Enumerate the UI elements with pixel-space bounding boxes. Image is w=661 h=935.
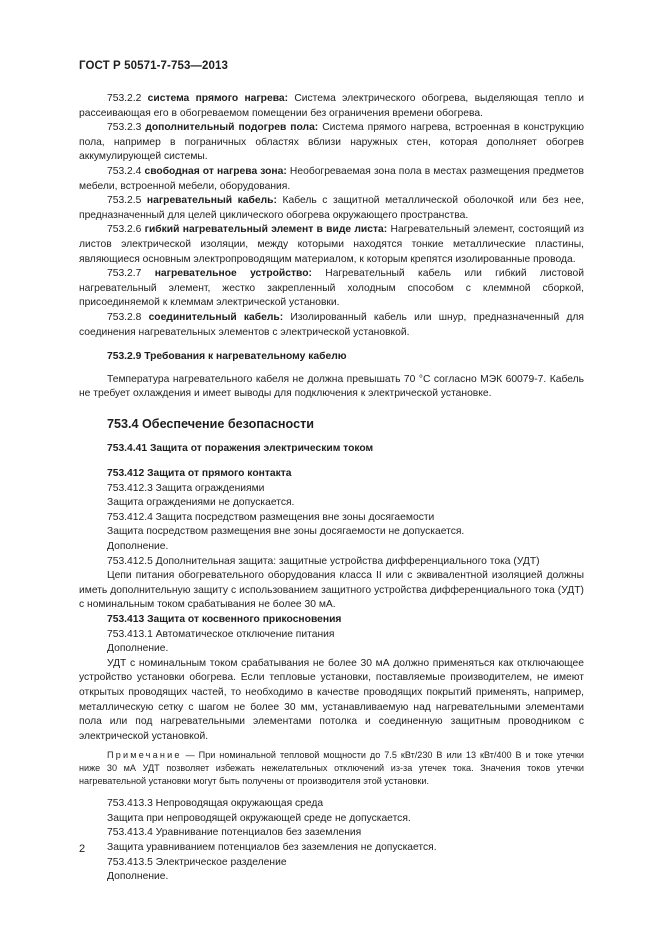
- item-753-413-3: 753.413.3 Непроводящая окружающая среда: [107, 798, 324, 810]
- definition-text: Необогреваемая зона пола в местах размещения предметов мебели, встроенной мебели, оборудования.: [79, 165, 584, 192]
- definition-number: 753.2.6: [107, 224, 142, 236]
- definition-term: свободная от нагрева зона:: [144, 165, 287, 177]
- definition-text: Кабель с защитной металлической оболочкой или без нее, предназначенный для целей циклического обогрева окружающего пространства.: [79, 195, 584, 221]
- section-heading-753-2-9: 753.2.9 Требования к нагревательному кабелю: [107, 351, 347, 363]
- definition-text: Нагревательный кабель или гибкий листовой нагревательный элемент, жестко закрепленный холодным способом с клеммной сборкой, присоединяемой к клеммам электрической установки.: [79, 268, 584, 309]
- paragraph-rcd-disconnect: УДТ с номинальным током срабатывания не более 30 мА должно применяться как отключающее устройство установки обогрева. Если тепловые установки, поставляемые производителем, не имеют открытых проводящих частей, то необходимо в качестве проводящих покрытий применять, например, металлическую сетку с шагом не более 30 мм, устанавливаемую над нагревательными элементами пола или под нагревательными элементами потолка и соединенную защитным проводником с электрической установкой.: [79, 657, 584, 742]
- paragraph-circuits-rcd: Цепи питания обогревательного оборудования класса II или с эквивалентной изоляцией должны иметь дополнительную защиту с использованием защитного устройства дифференциального тока (УДТ) с номинальным током срабатывания не более 30 мА.: [79, 570, 584, 611]
- definition-term: соединительный кабель:: [148, 311, 284, 323]
- item-753-412-3-text: Защита ограждениями не допускается.: [107, 497, 295, 509]
- definition-term: нагревательный кабель:: [146, 195, 277, 207]
- note-label: Примечание: [107, 750, 182, 761]
- item-753-413-5: 753.413.5 Электрическое разделение: [107, 856, 287, 868]
- definition-text: Система прямого нагрева, встроенная в конструкцию пола, например в пограничных областях вблизи наружных стен, которая дополняет обогрев аккумулирующей системы.: [79, 122, 584, 163]
- definition-term: дополнительный подогрев пола:: [145, 122, 319, 134]
- definition-number: 753.2.2: [107, 93, 142, 104]
- definition-term: нагревательное устройство:: [154, 268, 312, 280]
- definition-753-2-8: [79, 311, 584, 340]
- heading-753-412: 753.412 Защита от прямого контакта: [107, 468, 292, 480]
- item-753-413-3-text: Защита при непроводящей окружающей среде не допускается.: [107, 812, 411, 824]
- item-753-413-4-text: Защита уравниванием потенциалов без заземления не допускается.: [107, 841, 437, 853]
- note-text: — При номинальной тепловой мощности до 7.5 кВт/230 В или 13 кВт/400 В и токе утечки ниже 30 мА УДТ позволяет избежать нежелательных отключений из-за утечек тока. Значения токов утечки нагревательной установки могут быть получены от производителя этой установки.: [79, 750, 584, 786]
- paragraph-cable-temperature: Температура нагревательного кабеля не должна превышать 70 °С согласно МЭК 60079-7. Кабель не требует охлаждения и имеет выводы для подключения к электрической установке.: [79, 373, 584, 400]
- addition-label: Дополнение.: [107, 643, 169, 655]
- subsection-heading-753-4-41: 753.4.41 Защита от поражения электрическим током: [107, 443, 374, 455]
- definition-753-2-4: [79, 165, 584, 194]
- definition-number: 753.2.5: [107, 195, 142, 207]
- item-753-412-5: 753.412.5 Дополнительная защита: защитные устройства дифференциального тока (УДТ): [107, 555, 540, 567]
- page-number: 2: [79, 843, 86, 855]
- item-753-412-4: 753.412.4 Защита посредством размещения вне зоны досягаемости: [107, 511, 435, 523]
- heading-753-413: 753.413 Защита от косвенного прикосновения: [107, 614, 342, 625]
- addition-label: Дополнение.: [107, 871, 169, 883]
- page-content: [79, 92, 584, 885]
- definition-text: Изолированный кабель или шнур, предназначенный для соединения нагревательных элементов с электрической установкой.: [79, 311, 584, 338]
- definition-number: 753.2.4: [107, 165, 142, 177]
- definition-753-2-6: [79, 223, 584, 267]
- definition-753-2-3: [79, 121, 584, 165]
- addition-label: Дополнение.: [107, 541, 169, 553]
- item-753-412-4-text: Защита посредством размещения вне зоны досягаемости не допускается.: [107, 526, 465, 538]
- document-header: ГОСТ Р 50571-7-753—2013: [79, 60, 229, 72]
- definition-753-2-5: [79, 194, 584, 223]
- definition-text: Система электрического обогрева, выделяющая тепло и рассеивающая его в обогреваемом помещении без ограничения времени обогрева.: [79, 93, 584, 119]
- definition-term: гибкий нагревательный элемент в виде листа:: [144, 224, 388, 236]
- definition-753-2-2: [79, 92, 584, 121]
- definition-753-2-7: [79, 267, 584, 311]
- definition-number: 753.2.3: [107, 122, 142, 134]
- definition-number: 753.2.7: [107, 268, 142, 280]
- section-heading-753-4: 753.4 Обеспечение безопасности: [107, 416, 314, 431]
- item-753-412-3: 753.412.3 Защита ограждениями: [107, 482, 265, 494]
- definition-term: система прямого нагрева:: [147, 93, 289, 104]
- note: [79, 749, 584, 787]
- definition-number: 753.2.8: [107, 311, 142, 323]
- definition-text: Нагревательный элемент, состоящий из листов электрической изоляции, между которыми находятся тонкие металлические пластины, являющиеся основным электропроводящим материалом, к которым крепятся изолированные провода.: [79, 224, 584, 265]
- item-753-413-1: 753.413.1 Автоматическое отключение питания: [107, 628, 335, 640]
- item-753-413-4: 753.413.4 Уравнивание потенциалов без заземления: [107, 827, 362, 839]
